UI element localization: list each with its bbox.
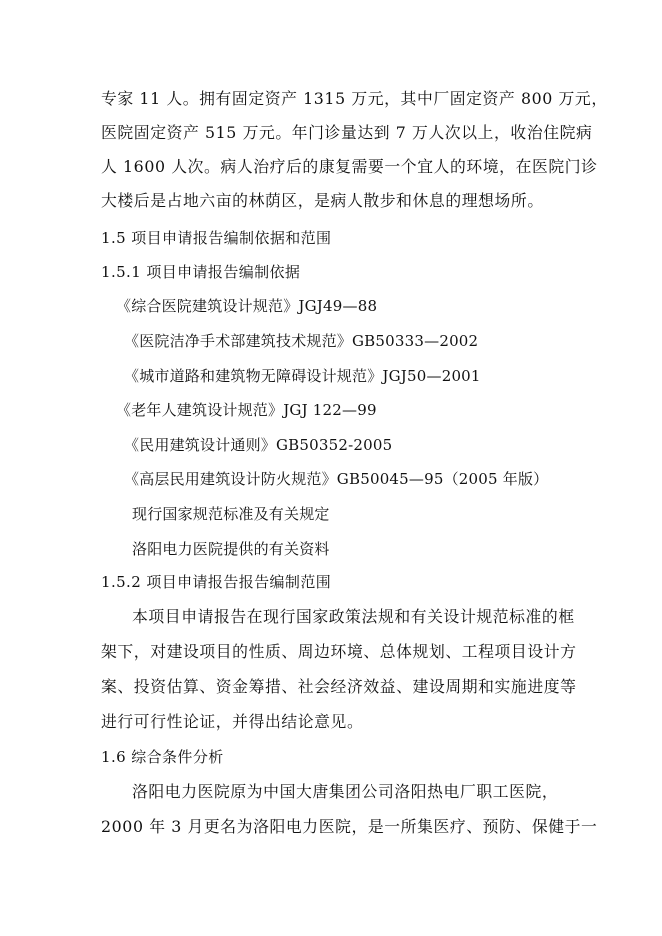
section-heading-1-5: 1.5 项目申请报告编制依据和范围 bbox=[101, 229, 332, 247]
paragraph-line: 医院固定资产 515 万元。年门诊量达到 7 万人次以上，收治住院病 bbox=[101, 123, 593, 142]
paragraph-line: 专家 11 人。拥有固定资产 1315 万元，其中厂固定资产 800 万元， bbox=[101, 89, 608, 108]
reference-item: 《高层民用建筑设计防火规范》GB50045—95（2005 年版） bbox=[124, 470, 549, 488]
section-heading-1-5-1: 1.5.1 项目申请报告编制依据 bbox=[101, 263, 301, 281]
paragraph-line: 2000 年 3 月更名为洛阳电力医院，是一所集医疗、预防、保健于一 bbox=[101, 817, 598, 836]
reference-item: 《民用建筑设计通则》GB50352-2005 bbox=[124, 436, 393, 454]
paragraph-line: 本项目申请报告在现行国家政策法规和有关设计规范标准的框 bbox=[132, 607, 575, 626]
reference-item: 《城市道路和建筑物无障碍设计规范》JGJ50—2001 bbox=[124, 367, 481, 385]
paragraph-line: 进行可行性论证，并得出结论意见。 bbox=[101, 712, 364, 731]
section-heading-1-6: 1.6 综合条件分析 bbox=[101, 748, 224, 766]
reference-item: 现行国家规范标准及有关规定 bbox=[132, 505, 330, 523]
reference-item: 洛阳电力医院提供的有关资料 bbox=[132, 540, 330, 558]
paragraph-line: 洛阳电力医院原为中国大唐集团公司洛阳热电厂职工医院， bbox=[132, 782, 559, 801]
paragraph-line: 架下，对建设项目的性质、周边环境、总体规划、工程项目设计方 bbox=[101, 642, 577, 661]
paragraph-line: 大楼后是占地六亩的林荫区，是病人散步和休息的理想场所。 bbox=[101, 191, 544, 210]
reference-item: 《综合医院建筑设计规范》JGJ49—88 bbox=[116, 297, 378, 315]
reference-item: 《医院洁净手术部建筑技术规范》GB50333—2002 bbox=[124, 332, 479, 350]
paragraph-line: 案、投资估算、资金筹措、社会经济效益、建设周期和实施进度等 bbox=[101, 677, 577, 696]
section-heading-1-5-2: 1.5.2 项目申请报告报告编制范围 bbox=[101, 573, 332, 591]
reference-item: 《老年人建筑设计规范》JGJ 122—99 bbox=[116, 401, 377, 419]
paragraph-line: 人 1600 人次。病人治疗后的康复需要一个宜人的环境，在医院门诊 bbox=[101, 157, 598, 176]
